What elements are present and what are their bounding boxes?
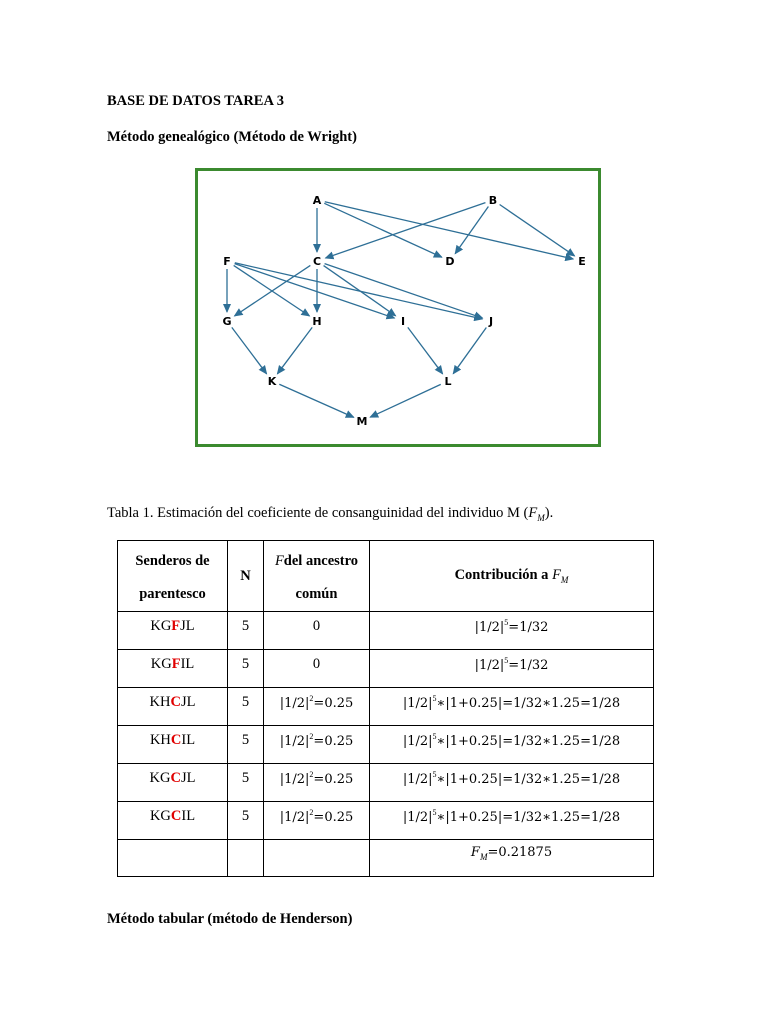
f-value: 0	[312, 656, 321, 672]
header-f-line1: del ancestro	[283, 553, 359, 569]
f-base: |1/2|	[279, 771, 310, 787]
consanguinity-table	[117, 540, 654, 877]
f-result: =0.25	[313, 771, 354, 787]
node-J: J	[488, 315, 494, 328]
path-prefix: KG	[149, 770, 171, 786]
contribution-base: |1/2|	[402, 771, 433, 787]
document-title: BASE DE DATOS TAREA 3	[107, 93, 285, 109]
contribution-rest: ∗|1+0.25|=1/32∗1.25=1/28	[436, 733, 621, 749]
f-exponent: 2	[309, 732, 314, 741]
f-base: |1/2|	[279, 733, 310, 749]
caption-text: Tabla 1. Estimación del coeficiente de consanguinidad del individuo M (	[107, 505, 529, 521]
path-suffix: JL	[180, 770, 196, 786]
caption-symbol: F	[528, 505, 538, 521]
pedigree-graph	[198, 171, 598, 444]
node-D: D	[445, 255, 455, 268]
node-A: A	[312, 194, 322, 207]
edge-C-I	[324, 266, 396, 316]
total-empty-3	[264, 840, 370, 877]
f-result: =0.25	[313, 809, 354, 825]
node-L: L	[444, 375, 452, 388]
table-header-row	[118, 541, 654, 612]
edge-A-E	[325, 202, 573, 259]
contribution-cell	[370, 688, 654, 726]
edge-K-M	[279, 384, 353, 417]
f-exponent: 2	[309, 770, 314, 779]
contribution-rest: =1/32	[508, 657, 549, 673]
common-ancestor: F	[171, 656, 181, 672]
contribution-base: |1/2|	[402, 695, 433, 711]
path-cell	[118, 802, 228, 840]
f-cell	[264, 688, 370, 726]
path-prefix: KH	[149, 732, 171, 748]
header-contribucion	[370, 541, 654, 612]
f-base: |1/2|	[279, 809, 310, 825]
n-cell: 5	[228, 650, 264, 688]
section-heading-henderson: Método tabular (método de Henderson)	[107, 911, 353, 927]
edge-I-L	[408, 327, 443, 373]
table-caption	[107, 505, 553, 523]
contribution-base: |1/2|	[474, 619, 505, 635]
table-row	[118, 650, 654, 688]
header-contrib-sub: M	[560, 574, 569, 585]
node-K: K	[267, 375, 277, 388]
table-total-row	[118, 840, 654, 877]
header-senderos-line2: parentesco	[139, 586, 206, 602]
path-cell	[118, 726, 228, 764]
total-sub: M	[479, 851, 488, 862]
header-f-symbol: F	[274, 553, 284, 569]
common-ancestor: C	[170, 770, 181, 786]
f-cell	[264, 612, 370, 650]
contribution-cell	[370, 764, 654, 802]
header-senderos	[118, 541, 228, 612]
header-contrib-symbol: F	[552, 567, 561, 584]
f-cell	[264, 802, 370, 840]
contribution-base: |1/2|	[474, 657, 505, 673]
path-suffix: JL	[180, 694, 196, 710]
path-prefix: KH	[149, 694, 171, 710]
contribution-rest: ∗|1+0.25|=1/32∗1.25=1/28	[436, 695, 621, 711]
edge-B-D	[455, 207, 488, 254]
node-E: E	[578, 255, 586, 268]
edge-A-D	[324, 203, 442, 257]
edge-B-E	[500, 205, 575, 256]
contribution-exponent: 5	[432, 694, 437, 703]
contribution-exponent: 5	[504, 656, 509, 665]
common-ancestor: C	[170, 808, 182, 824]
n-cell: 5	[228, 726, 264, 764]
contribution-rest: ∗|1+0.25|=1/32∗1.25=1/28	[436, 809, 621, 825]
total-symbol: F	[470, 845, 480, 860]
f-cell	[264, 650, 370, 688]
edge-G-K	[232, 327, 267, 373]
f-cell	[264, 764, 370, 802]
total-empty-2	[228, 840, 264, 877]
path-cell	[118, 650, 228, 688]
header-senderos-line1: Senderos de	[135, 553, 210, 569]
path-cell	[118, 688, 228, 726]
n-cell: 5	[228, 802, 264, 840]
header-f	[264, 541, 370, 612]
header-contribucion-label: Contribución a	[454, 567, 553, 584]
contribution-cell	[370, 802, 654, 840]
contribution-exponent: 5	[432, 808, 437, 817]
edge-F-I	[235, 264, 395, 319]
table-row	[118, 612, 654, 650]
path-suffix: JL	[180, 618, 195, 634]
edge-H-K	[277, 327, 312, 373]
node-M: M	[356, 415, 368, 428]
contribution-base: |1/2|	[402, 733, 433, 749]
caption-subscript: M	[537, 512, 545, 523]
header-f-line2: común	[295, 586, 338, 602]
path-prefix: KG	[150, 618, 172, 634]
table-row	[118, 726, 654, 764]
node-H: H	[312, 315, 322, 328]
n-cell: 5	[228, 612, 264, 650]
node-G: G	[222, 315, 232, 328]
path-cell	[118, 612, 228, 650]
f-result: =0.25	[313, 695, 354, 711]
path-prefix: KG	[149, 808, 171, 824]
path-prefix: KG	[150, 656, 172, 672]
contribution-rest: ∗|1+0.25|=1/32∗1.25=1/28	[436, 771, 621, 787]
contribution-cell	[370, 612, 654, 650]
total-value: =0.21875	[487, 845, 553, 860]
edge-L-M	[370, 384, 441, 417]
f-base: |1/2|	[279, 695, 310, 711]
edge-C-J	[325, 264, 483, 318]
edge-B-C	[326, 203, 486, 258]
header-n: N	[228, 541, 264, 612]
total-empty-1	[118, 840, 228, 877]
contribution-cell	[370, 726, 654, 764]
f-result: =0.25	[313, 733, 354, 749]
f-exponent: 2	[309, 808, 314, 817]
table-row	[118, 802, 654, 840]
contribution-rest: =1/32	[508, 619, 549, 635]
total-value-cell	[370, 840, 654, 877]
common-ancestor: C	[170, 694, 181, 710]
node-C: C	[312, 255, 322, 268]
path-suffix: IL	[180, 656, 195, 672]
contribution-exponent: 5	[504, 618, 509, 627]
contribution-exponent: 5	[432, 732, 437, 741]
f-value: 0	[312, 618, 321, 634]
common-ancestor: F	[171, 618, 181, 634]
edge-J-L	[453, 328, 486, 374]
path-suffix: IL	[181, 732, 196, 748]
table-row	[118, 764, 654, 802]
node-I: I	[400, 315, 406, 328]
contribution-base: |1/2|	[402, 809, 433, 825]
node-F: F	[223, 255, 231, 268]
contribution-exponent: 5	[432, 770, 437, 779]
n-cell: 5	[228, 688, 264, 726]
f-cell	[264, 726, 370, 764]
pedigree-figure	[195, 168, 601, 447]
table-row	[118, 688, 654, 726]
f-exponent: 2	[309, 694, 314, 703]
common-ancestor: C	[170, 732, 182, 748]
contribution-cell	[370, 650, 654, 688]
caption-suffix: ).	[544, 505, 554, 521]
section-heading-wright: Método genealógico (Método de Wright)	[107, 129, 357, 145]
node-B: B	[488, 194, 498, 207]
path-suffix: IL	[181, 808, 196, 824]
n-cell: 5	[228, 764, 264, 802]
path-cell	[118, 764, 228, 802]
